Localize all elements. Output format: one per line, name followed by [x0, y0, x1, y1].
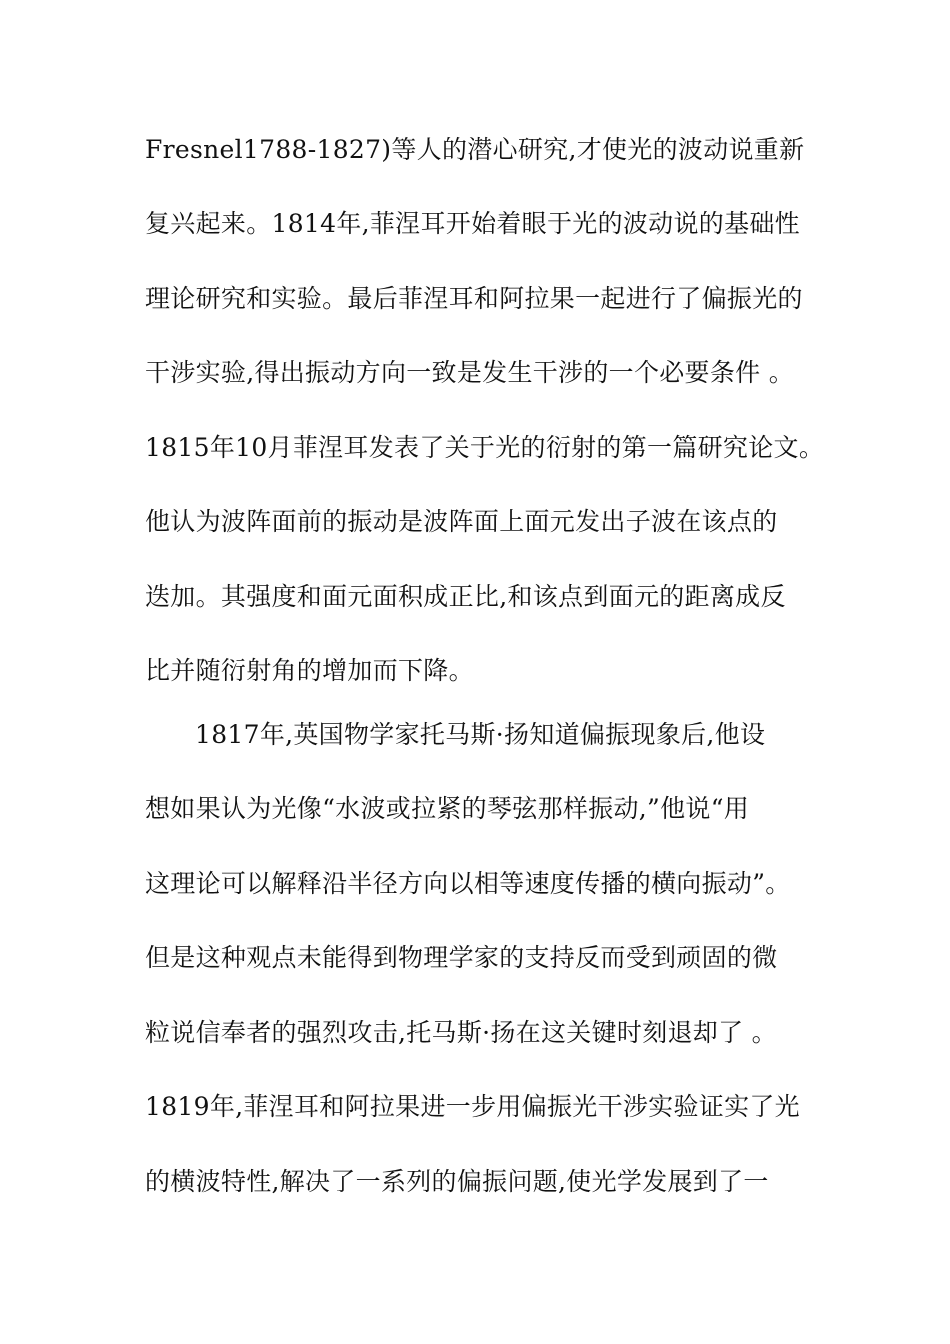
text-line-6: 他认为波阵面前的振动是波阵面上面元发出子波在该点的: [145, 507, 778, 536]
text-line-5: 1815年10月菲涅耳发表了关于光的衍射的第一篇研究论文。: [145, 433, 825, 462]
text-line-10: 想如果认为光像“水波或拉紧的琴弦那样振动,”他说“用: [145, 794, 750, 823]
text-line-4: 干涉实验,得出振动方向一致是发生干涉的一个必要条件 。: [145, 358, 794, 387]
text-line-2: 复兴起来。1814年,菲涅耳开始着眼于光的波动说的基础性: [145, 209, 800, 238]
text-line-1: Fresnel1788-1827)等人的潜心研究,才使光的波动说重新: [145, 135, 805, 164]
text-line-12: 但是这种观点未能得到物理学家的支持反而受到顽固的微: [145, 943, 778, 972]
text-line-8: 比并随衍射角的增加而下降。: [145, 656, 474, 685]
text-line-14: 1819年,菲涅耳和阿拉果进一步用偏振光干涉实验证实了光: [145, 1092, 800, 1121]
text-line-13: 粒说信奉者的强烈攻击,托马斯·扬在这关键时刻退却了 。: [145, 1018, 777, 1047]
text-line-11: 这理论可以解释沿半径方向以相等速度传播的横向振动”。: [145, 869, 791, 898]
text-line-15: 的横波特性,解决了一系列的偏振问题,使光学发展到了一: [145, 1167, 769, 1196]
paragraph-start-line: 1817年,英国物学家托马斯·扬知道偏振现象后,他设: [195, 720, 766, 749]
text-line-3: 理论研究和实验。最后菲涅耳和阿拉果一起进行了偏振光的: [145, 284, 803, 313]
text-line-7: 迭加。其强度和面元面积成正比,和该点到面元的距离成反: [145, 582, 786, 611]
